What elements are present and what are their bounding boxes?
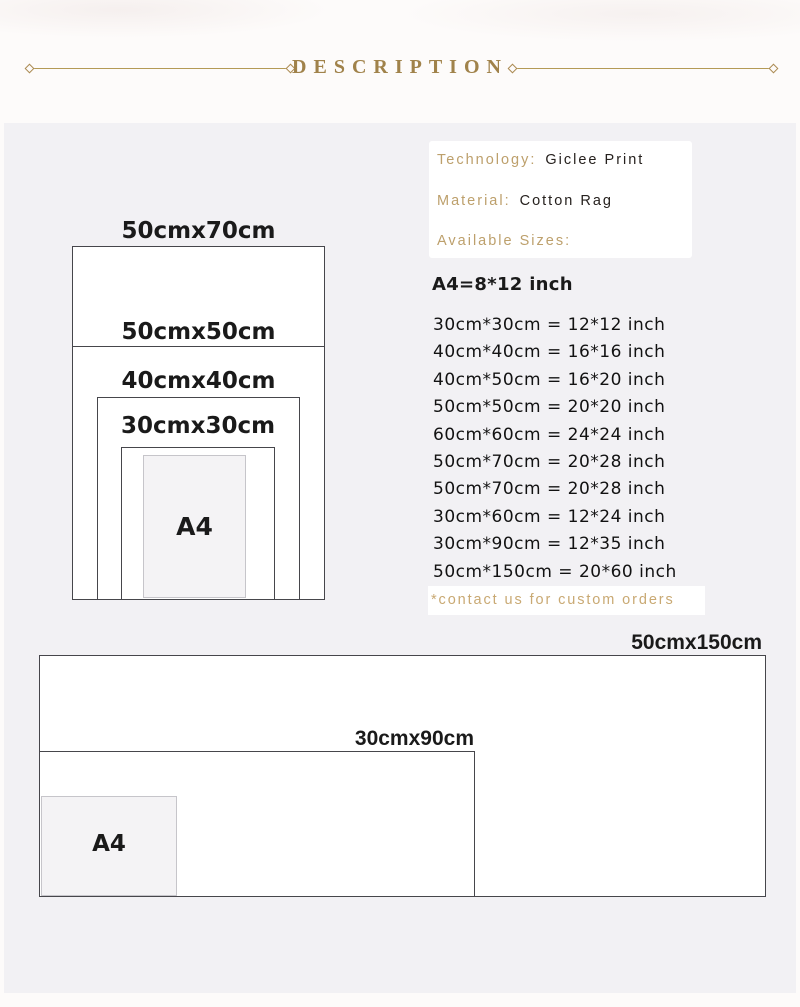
divider-line <box>515 68 771 69</box>
size-row: 40cm*50cm = 16*20 inch <box>433 369 666 390</box>
size-label-a4: A4 <box>176 512 213 541</box>
diamond-icon <box>508 63 518 73</box>
size-row: 50cm*150cm = 20*60 inch <box>433 561 677 582</box>
size-list <box>433 312 733 586</box>
size-row: 40cm*40cm = 16*16 inch <box>433 342 666 363</box>
size-row: 50cm*70cm = 20*28 inch <box>433 479 666 500</box>
info-value: Cotton Rag <box>519 193 613 209</box>
info-value: Giclee Print <box>545 152 645 168</box>
info-label: Technology: <box>437 152 537 168</box>
ornament-right <box>509 61 777 75</box>
size-label-50x70: 50cmx70cm <box>121 218 276 244</box>
info-label: Available Sizes: <box>437 233 572 249</box>
info-row-technology <box>437 152 697 172</box>
section-title: DESCRIPTION <box>292 56 508 78</box>
size-row: 50cm*50cm = 20*20 inch <box>433 397 666 418</box>
size-row: 60cm*60cm = 24*24 inch <box>433 424 666 445</box>
custom-orders-note: *contact us for custom orders <box>428 586 705 615</box>
size-row: 30cm*90cm = 12*35 inch <box>433 534 666 555</box>
size-label-30x90: 30cmx90cm <box>354 727 474 750</box>
size-row: 30cm*60cm = 12*24 inch <box>433 506 666 527</box>
header-band <box>0 0 800 123</box>
size-row: 50cm*70cm = 20*28 inch <box>433 452 666 473</box>
size-label-50x150: 50cmx150cm <box>631 631 762 654</box>
size-label-a4: A4 <box>92 831 126 857</box>
a4-equivalence-note: A4=8*12 inch <box>432 274 573 295</box>
info-row-available-sizes <box>437 233 697 253</box>
size-label-50x50: 50cmx50cm <box>121 319 276 345</box>
diamond-icon <box>769 63 779 73</box>
info-row-material <box>437 193 697 213</box>
info-label: Material: <box>437 193 511 209</box>
size-row: 30cm*30cm = 12*12 inch <box>433 315 666 335</box>
size-label-30x30: 30cmx30cm <box>121 413 276 439</box>
size-label-40x40: 40cmx40cm <box>121 368 276 394</box>
